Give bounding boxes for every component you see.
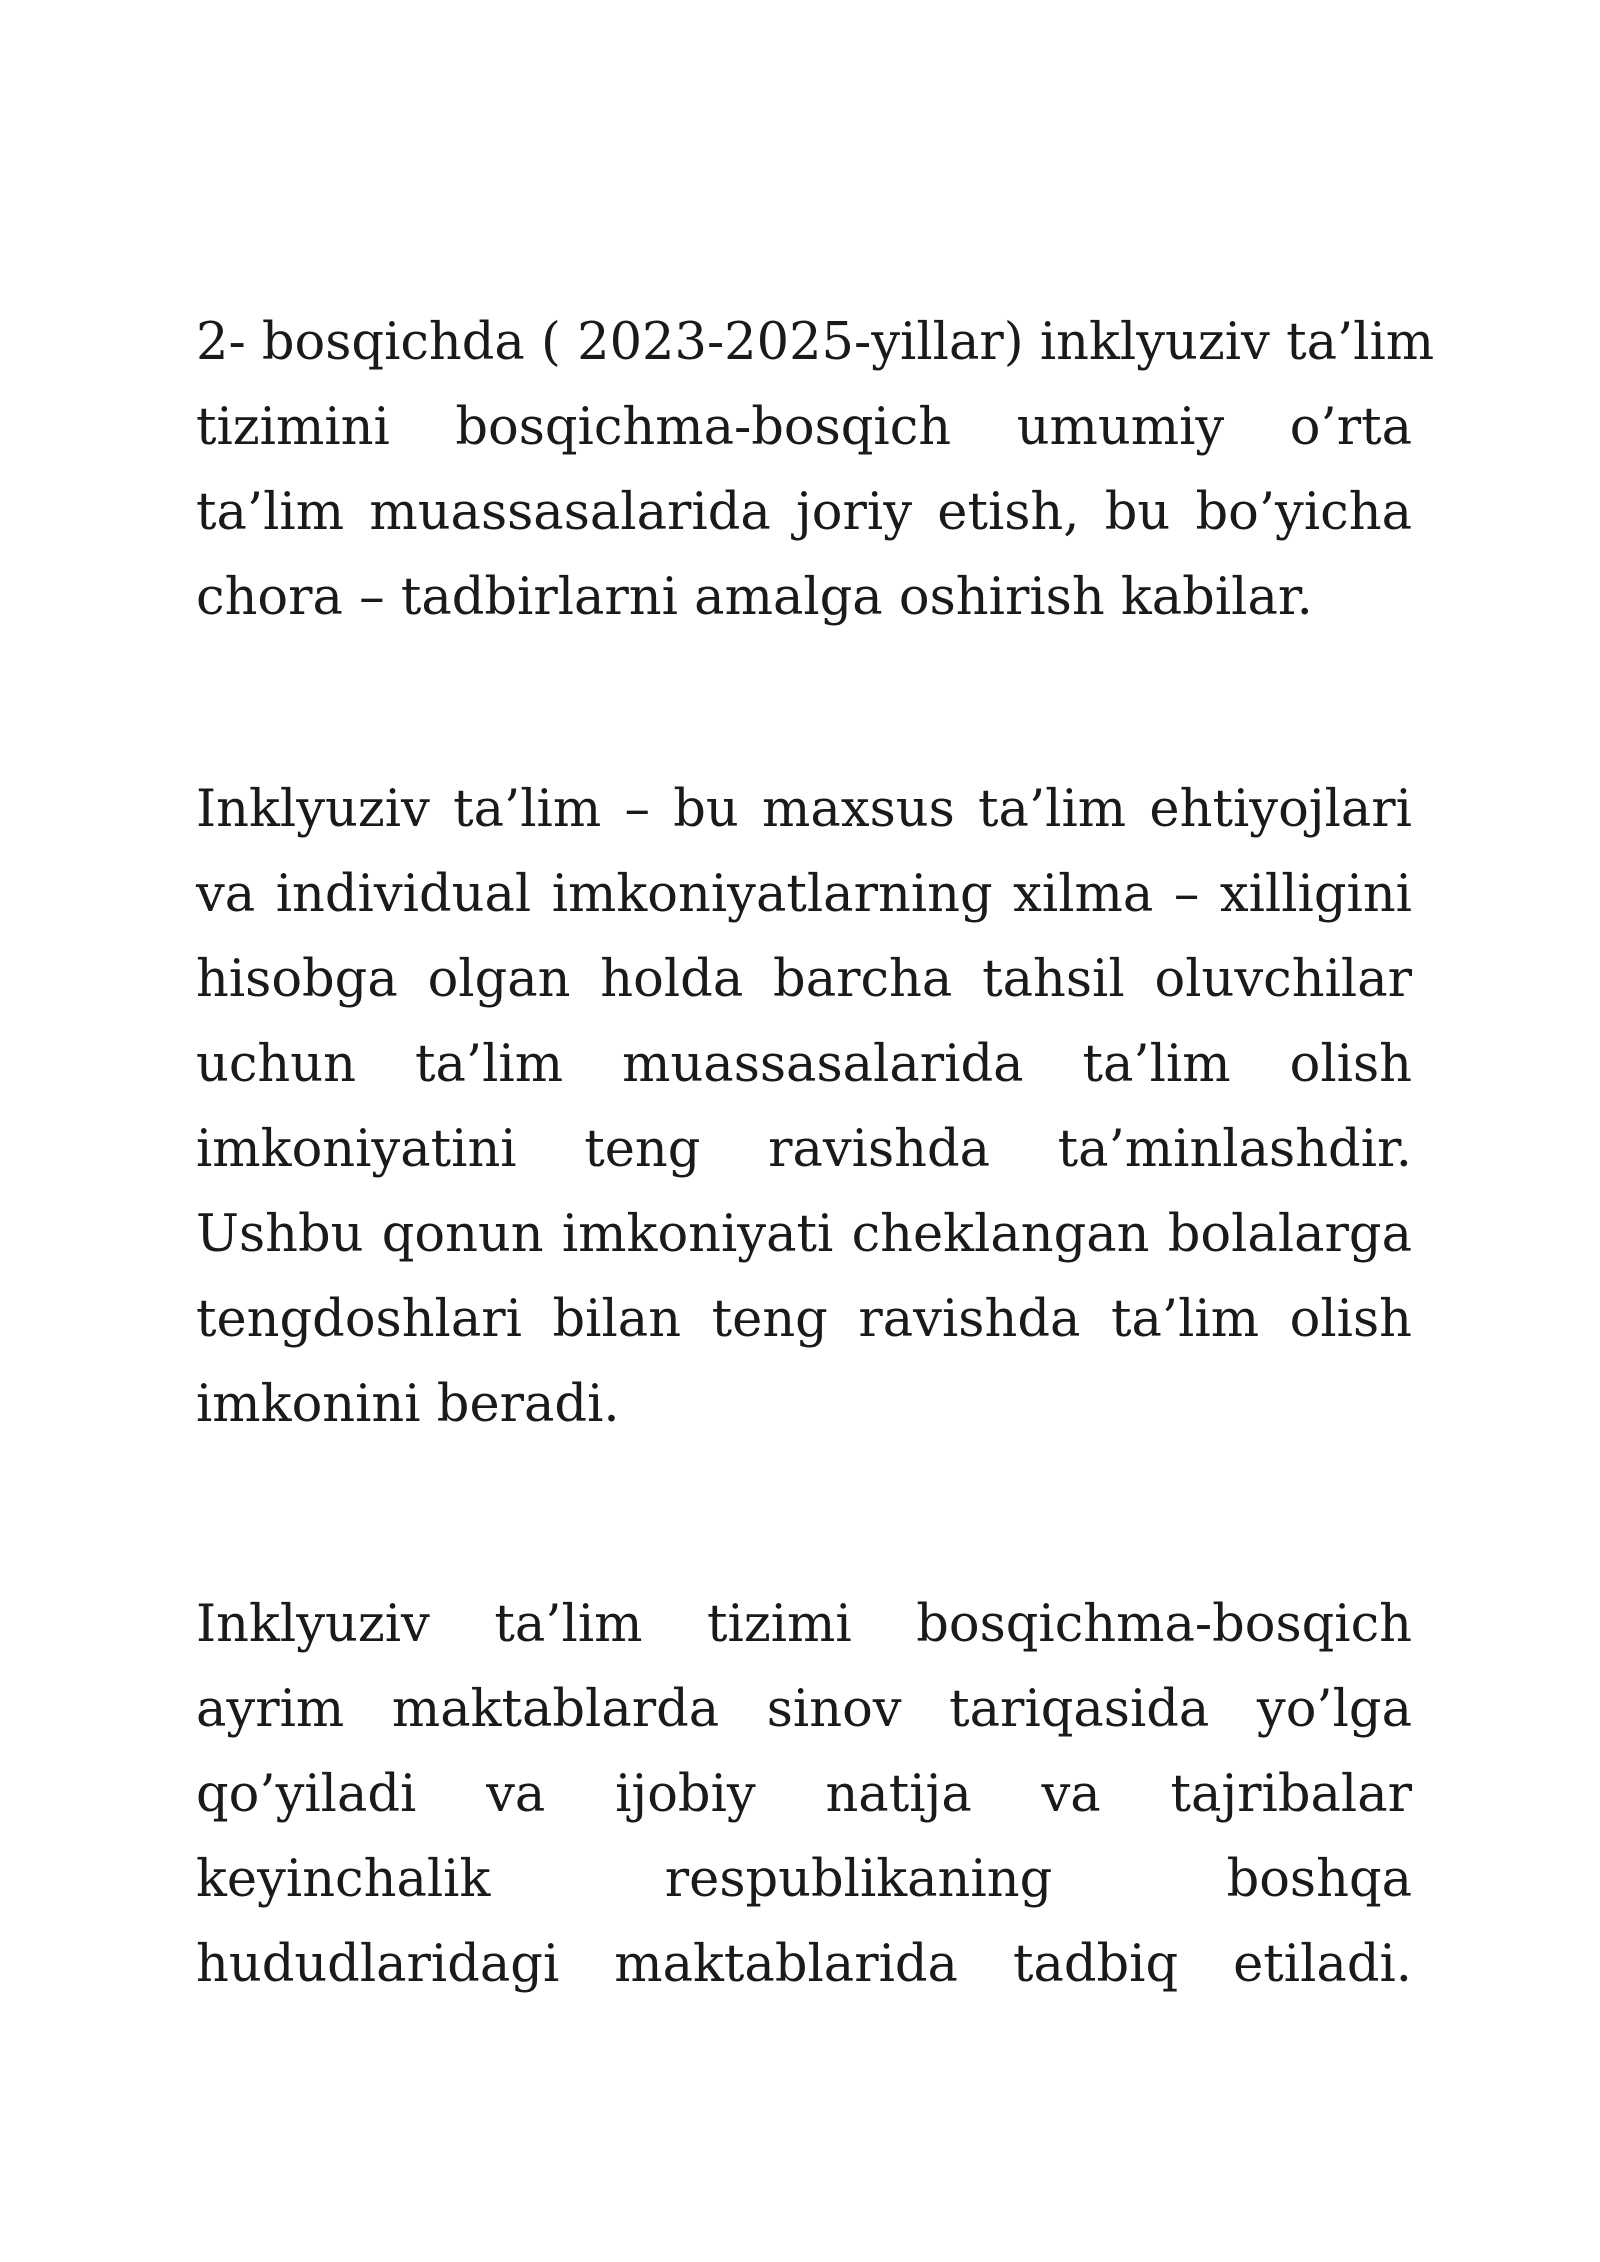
paragraph-line: qo’yiladi va ijobiy natija va tajribalar: [196, 1765, 1412, 1824]
paragraph-line: imkoniyatini teng ravishda ta’minlashdir.: [196, 1120, 1412, 1179]
paragraph-line: Inklyuziv ta’lim – bu maxsus ta’lim ehtiyojlari: [196, 780, 1412, 839]
paragraph-3: [196, 1582, 1412, 2007]
paragraph-line: tengdoshlari bilan teng ravishda ta’lim olish: [196, 1290, 1412, 1349]
paragraph-line: chora – tadbirlarni amalga oshirish kabilar.: [196, 568, 1313, 627]
paragraph-line: imkonini beradi.: [196, 1375, 620, 1434]
paragraph-line: keyinchalik respublikaning boshqa: [196, 1850, 1412, 1909]
paragraph-line: tizimini bosqichma-bosqich umumiy o’rta: [196, 398, 1412, 457]
paragraph-line: va individual imkoniyatlarning xilma – xilligini: [196, 865, 1412, 924]
paragraph-line: 2- bosqichda ( 2023-2025-yillar) inklyuziv ta’lim: [196, 313, 1435, 372]
paragraph-line: uchun ta’lim muassasalarida ta’lim olish: [196, 1035, 1412, 1094]
paragraph-line: hisobga olgan holda barcha tahsil oluvchilar: [196, 950, 1412, 1009]
paragraph-line: ayrim maktablarda sinov tariqasida yo’lga: [196, 1680, 1412, 1739]
paragraph-line: ta’lim muassasalarida joriy etish, bu bo’yicha: [196, 483, 1412, 542]
paragraph-line: Ushbu qonun imkoniyati cheklangan bolalarga: [196, 1205, 1412, 1264]
paragraph-line: Inklyuziv ta’lim tizimi bosqichma-bosqich: [196, 1595, 1412, 1654]
paragraph-1: [196, 300, 1435, 640]
paragraph-line: hududlaridagi maktablarida tadbiq etiladi.: [196, 1935, 1412, 1994]
paragraph-2: [196, 767, 1412, 1447]
